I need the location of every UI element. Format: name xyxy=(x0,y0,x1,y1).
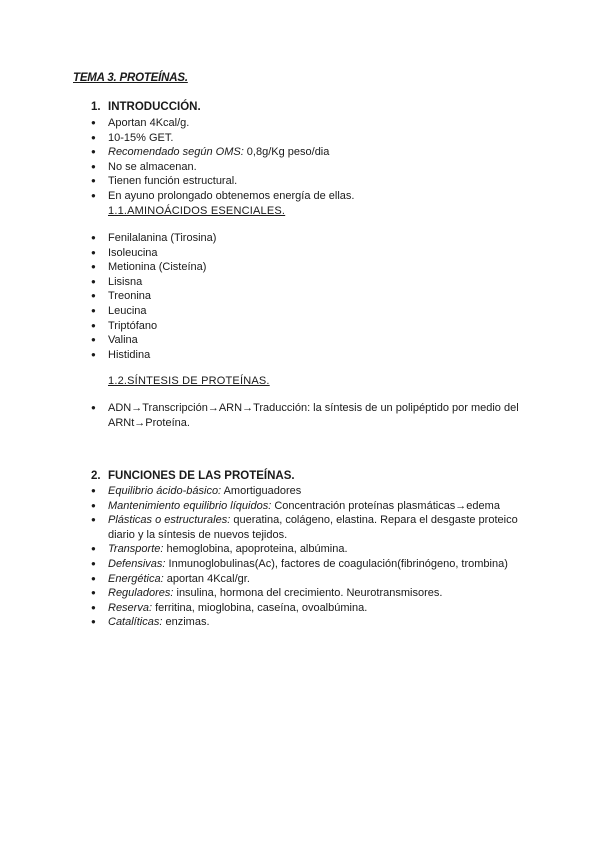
list-item: ● Triptófano xyxy=(91,319,158,332)
bullet-icon: ● xyxy=(91,262,96,272)
list-item: ● No se almacenan. xyxy=(91,160,197,173)
section-2-title: FUNCIONES DE LAS PROTEÍNAS. xyxy=(108,470,295,482)
bullet-icon: ● xyxy=(91,190,96,200)
list-item: ● ADN→Transcripción→ARN→Traducción: la síntesis de un polipéptido por medio del ARNt→Proteína. xyxy=(91,402,519,429)
bullet-icon: ● xyxy=(91,486,96,495)
bullet-icon: ● xyxy=(91,320,96,330)
bullet-icon: ● xyxy=(91,544,96,554)
bullet-icon: ● xyxy=(91,588,96,598)
list-item: ● Histidina xyxy=(91,348,151,361)
bullet-icon: ● xyxy=(91,602,96,612)
amino-acid-list xyxy=(91,231,216,362)
section-1-heading xyxy=(91,101,201,113)
list-item: ● Leucina xyxy=(91,304,147,317)
list-item: ● Reserva: ferritina, mioglobina, caseína, ovoalbúmina. xyxy=(91,601,368,614)
bullet-icon: ● xyxy=(91,335,96,345)
list-item: ● En ayuno prolongado obtenemos energía de ellas. xyxy=(91,189,355,202)
page-title: TEMA 3. PROTEÍNAS. xyxy=(73,72,188,84)
bullet-icon: ● xyxy=(91,233,96,242)
bullet-icon: ● xyxy=(91,573,96,583)
list-item: ● Energética: aportan 4Kcal/gr. xyxy=(91,572,250,585)
list-item: ● Treonina xyxy=(91,290,152,303)
section-2-heading xyxy=(91,470,295,482)
list-item: ● Valina xyxy=(91,334,138,347)
list-item: ● 10-15% GET. xyxy=(91,131,174,144)
bullet-icon: ● xyxy=(91,349,96,359)
list-item: ● Reguladores: insulina, hormona del crecimiento. Neurotransmisores. xyxy=(91,587,443,600)
bullet-icon: ● xyxy=(91,515,96,525)
bullet-icon: ● xyxy=(91,403,96,412)
list-item: ● Lisisna xyxy=(91,275,143,288)
list-item: ● Aportan 4Kcal/g. xyxy=(91,117,190,129)
bullet-icon: ● xyxy=(91,291,96,301)
subsection-1-1-title: 1.1.AMINOÁCIDOS ESENCIALES. xyxy=(108,205,286,217)
bullet-icon: ● xyxy=(91,558,96,568)
bullet-icon: ● xyxy=(91,147,96,157)
bullet-icon: ● xyxy=(91,276,96,286)
section-1-number: 1. xyxy=(91,101,101,113)
list-item: ● Fenilalanina (Tirosina) xyxy=(91,232,217,244)
bullet-icon: ● xyxy=(91,118,96,127)
section-2-number: 2. xyxy=(91,470,101,482)
list-item: ● Tienen función estructural. xyxy=(91,175,238,188)
section-1-title: INTRODUCCIÓN. xyxy=(108,101,201,113)
bullet-icon: ● xyxy=(91,132,96,142)
list-item: ● Equilibrio ácido-básico: Amortiguadores xyxy=(91,485,302,497)
bullet-icon: ● xyxy=(91,161,96,171)
list-item: ● Isoleucina xyxy=(91,246,158,259)
synthesis-list xyxy=(91,401,519,430)
bullet-icon: ● xyxy=(91,500,96,510)
intro-list xyxy=(91,116,354,204)
list-item: ● Plásticas o estructurales: queratina, colágeno, elastina. Repara el desgaste proteico diario y la síntesis de nuevos tejidos. xyxy=(91,514,518,541)
bullet-icon: ● xyxy=(91,305,96,315)
subsection-1-2-title: 1.2.SÍNTESIS DE PROTEÍNAS. xyxy=(108,375,270,387)
bullet-icon: ● xyxy=(91,176,96,186)
list-item: ● Metionina (Cisteína) xyxy=(91,261,207,274)
list-item: ● Recomendado según OMS: 0,8g/Kg peso/dia xyxy=(91,146,330,159)
list-item: ● Defensivas: Inmunoglobulinas(Ac), factores de coagulación(fibrinógeno, trombina) xyxy=(91,557,508,570)
list-item: ● Catalíticas: enzimas. xyxy=(91,616,210,629)
functions-list xyxy=(91,484,518,630)
list-item: ● Transporte: hemoglobina, apoproteina, albúmina. xyxy=(91,543,348,556)
list-item: ● Mantenimiento equilibrio líquidos: Concentración proteínas plasmáticas→edema xyxy=(91,499,500,512)
bullet-icon: ● xyxy=(91,617,96,627)
bullet-icon: ● xyxy=(91,247,96,257)
